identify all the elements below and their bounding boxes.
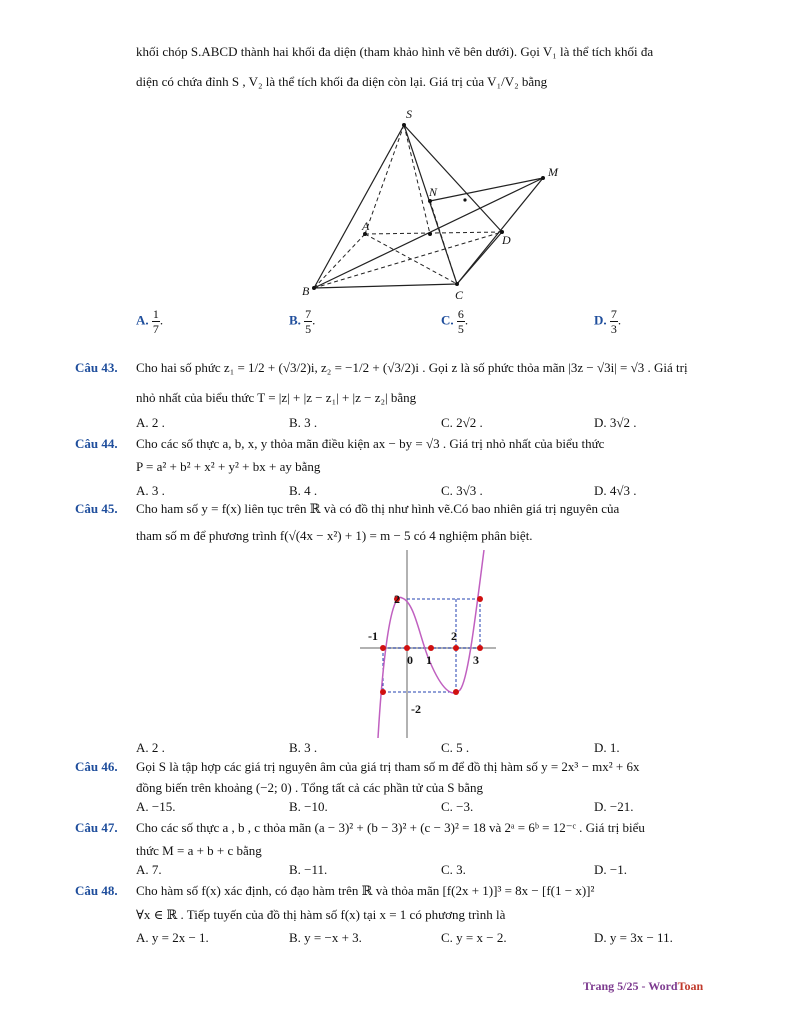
point-m1-m2 (380, 689, 386, 695)
q44-option-c[interactable]: C. 3√3 . (441, 483, 483, 498)
label-x1: 1 (426, 653, 432, 667)
q48-option-b[interactable]: B. y = −x + 3. (289, 930, 362, 945)
q46-label: Câu 46. (75, 759, 118, 774)
footer-brand-toan: Toan (677, 979, 704, 993)
q44-label: Câu 44. (75, 436, 118, 451)
q46-option-a[interactable]: A. −15. (136, 799, 176, 814)
label-C: C (455, 288, 464, 302)
point-S (402, 123, 406, 127)
q47-label: Câu 47. (75, 820, 118, 835)
q43-option-b[interactable]: B. 3 . (289, 415, 318, 430)
label-x3: 3 (473, 653, 479, 667)
line-NM (430, 178, 543, 201)
q44-option-a[interactable]: A. 3 . (136, 483, 165, 498)
point-M (541, 176, 545, 180)
edge-SB (314, 125, 404, 288)
point-x2 (453, 645, 459, 651)
function-graph (360, 550, 500, 740)
q43-label: Câu 43. (75, 360, 118, 375)
q46-text-1: Gọi S là tập hợp các giá trị nguyên âm của giá trị tham số m để đồ thị hàm số y = 2x³ − mx² + 6x (136, 759, 640, 774)
pyramid-figure (290, 104, 580, 304)
q47-option-a[interactable]: A. 7. (136, 862, 162, 877)
line-MC (457, 178, 543, 284)
q46-option-c[interactable]: C. −3. (441, 799, 474, 814)
q47-option-d[interactable]: D. −1. (594, 862, 627, 877)
q46-option-d[interactable]: D. −21. (594, 799, 634, 814)
label-B: B (302, 284, 310, 298)
edge-BC (314, 284, 457, 288)
q48-option-c[interactable]: C. y = x − 2. (441, 930, 507, 945)
q43-text-2: nhỏ nhất của biểu thức T = |z| + |z − z₁| + |z − z₂| bằng (136, 390, 417, 405)
point-m1-0 (380, 645, 386, 651)
q45-option-a[interactable]: A. 2 . (136, 740, 165, 755)
q46-text-2: đồng biến trên khoảng (−2; 0) . Tổng tất cả các phần tử của S bằng (136, 780, 483, 795)
label-S: S (406, 107, 412, 121)
q45-option-d[interactable]: D. 1. (594, 740, 620, 755)
point-origin (404, 645, 410, 651)
q43-option-a[interactable]: A. 2 . (136, 415, 165, 430)
label-x2: 2 (451, 629, 457, 643)
point-mid (463, 198, 466, 201)
q48-option-d[interactable]: D. y = 3x − 11. (594, 930, 673, 945)
edge-SD (404, 125, 502, 232)
point-C (455, 282, 459, 286)
footer-page-number: Trang 5/25 - (583, 979, 649, 993)
q48-label: Câu 48. (75, 883, 118, 898)
point-O (428, 232, 432, 236)
label-A: A (362, 219, 370, 233)
q45-label: Câu 45. (75, 501, 118, 516)
q45-text-1: Cho ham số y = f(x) liên tục trên ℝ và có đồ thị như hình vẽ.Có bao nhiên giá trị nguyên của (136, 501, 620, 516)
q48-text-2: ∀x ∈ ℝ . Tiếp tuyến của đồ thị hàm số f(x) tại x = 1 có phương trình là (136, 907, 506, 922)
point-x2-m2 (453, 689, 459, 695)
q43-text-1: Cho hai số phức z₁ = 1/2 + (√3/2)i, z₂ = −1/2 + (√3/2)i . Gọi z là số phức thỏa mãn |3z − √3i| = √3 . Giá trị (136, 360, 688, 375)
intro-line-1: khối chóp S.ABCD thành hai khối đa diện (tham khảo hình vẽ bên dưới). Gọi V₁ là thể tích khối đa (136, 44, 654, 59)
point-x3 (477, 645, 483, 651)
footer-brand-word: Word (648, 979, 678, 993)
diag-BD (314, 232, 502, 288)
q47-text-2: thức M = a + b + c bằng (136, 843, 262, 858)
q42-option-d[interactable]: D. $\frac{7}{3}$ . (594, 307, 622, 336)
point-x1 (428, 645, 434, 651)
edge-SC (404, 125, 457, 284)
label-xm1: -1 (368, 629, 378, 643)
q42-option-c[interactable]: C. $\frac{6}{5}$ . (441, 307, 469, 336)
q47-option-b[interactable]: B. −11. (289, 862, 328, 877)
q45-option-c[interactable]: C. 5 . (441, 740, 470, 755)
q47-text-1: Cho các số thực a , b , c thỏa mãn (a − 3)² + (b − 3)² + (c − 3)² = 18 và 2ᵃ = 6ᵇ = 12⁻ᶜ . Giá trị biểu (136, 820, 645, 835)
label-y2: 2 (394, 592, 400, 606)
label-D: D (502, 233, 511, 247)
q45-option-b[interactable]: B. 3 . (289, 740, 318, 755)
page-footer (583, 979, 703, 994)
q43-option-c[interactable]: C. 2√2 . (441, 415, 483, 430)
q44-option-b[interactable]: B. 4 . (289, 483, 318, 498)
q42-option-b[interactable]: B. $\frac{7}{5}$ . (289, 307, 316, 336)
q42-option-a[interactable]: A. $\frac{1}{7}$ . (136, 307, 164, 336)
point-B (312, 286, 316, 290)
point-N (428, 199, 432, 203)
q48-option-a[interactable]: A. y = 2x − 1. (136, 930, 209, 945)
edge-SA (365, 125, 404, 234)
line-SO (404, 125, 430, 234)
edge-AD (365, 232, 502, 234)
q44-text-2: P = a² + b² + x² + y² + bx + ay bằng (136, 459, 321, 474)
label-M: M (548, 165, 558, 179)
q47-option-c[interactable]: C. 3. (441, 862, 466, 877)
q45-text-2: tham số m để phương trình f(√(4x − x²) + 1) = m − 5 có 4 nghiệm phân biệt. (136, 528, 533, 543)
label-N: N (429, 185, 438, 199)
label-ym2: -2 (411, 702, 421, 716)
point-x3-2 (477, 596, 483, 602)
q46-option-b[interactable]: B. −10. (289, 799, 328, 814)
function-curve (378, 550, 484, 738)
label-x0: 0 (407, 653, 413, 667)
q44-option-d[interactable]: D. 4√3 . (594, 483, 637, 498)
q43-option-d[interactable]: D. 3√2 . (594, 415, 637, 430)
intro-line-2: diện có chứa đỉnh S , V₂ là thể tích khối đa diện còn lại. Giá trị của V₁/V₂ bằng (136, 74, 548, 89)
q48-text-1: Cho hàm số f(x) xác định, có đạo hàm trên ℝ và thỏa mãn [f(2x + 1)]³ = 8x − [f(1 − x)]² (136, 883, 595, 898)
q44-text-1: Cho các số thực a, b, x, y thỏa mãn điều kiện ax − by = √3 . Giá trị nhỏ nhất của biểu thức (136, 436, 605, 451)
